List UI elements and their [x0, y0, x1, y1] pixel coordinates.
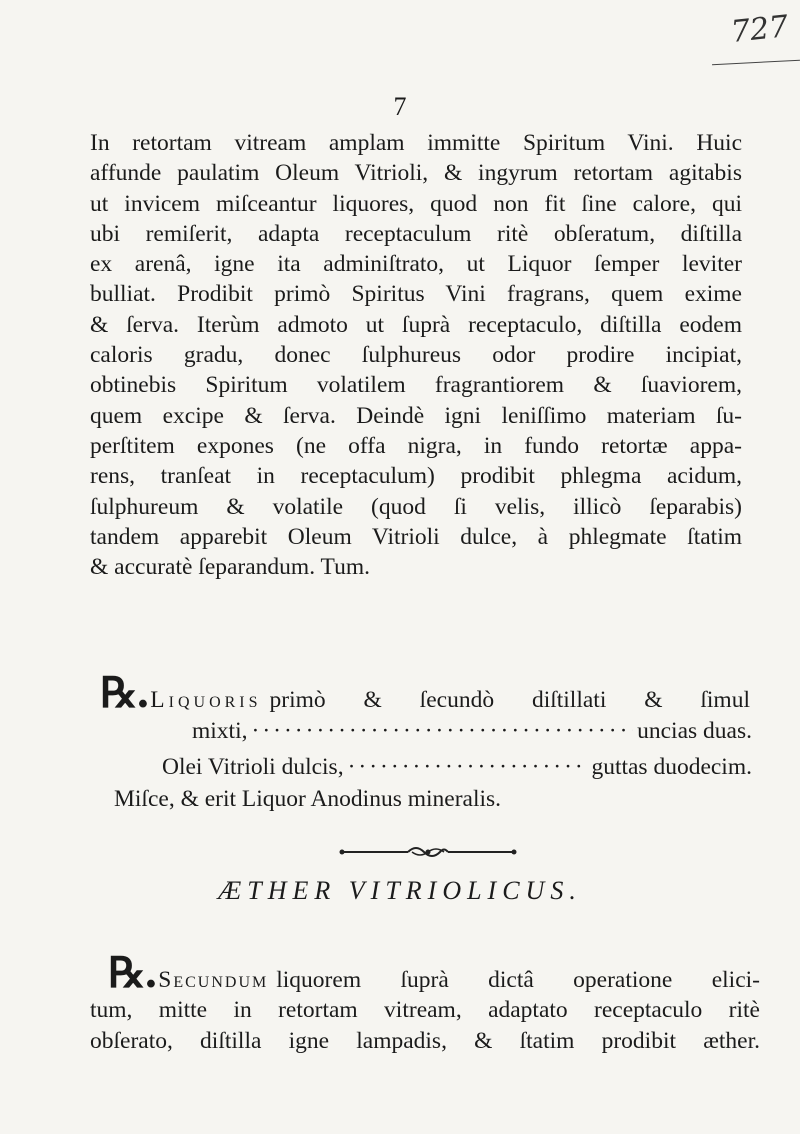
dot-leader: [348, 754, 588, 781]
dot-leader: [252, 718, 634, 745]
text-line: caloris gradu, donec ſulphureus odor prodire incipiat,: [90, 342, 742, 369]
paragraph-procedure: [90, 128, 742, 582]
folio-underline: [712, 60, 800, 66]
text-line: obtinebis Spiritum volatilem fragrantiorem & ſuaviorem,: [90, 372, 742, 399]
paragraph-ether: [90, 948, 760, 1056]
text-line: perſtitem expones (ne offa nigra, in fundo retortæ appa-: [90, 432, 742, 459]
section-heading: ÆTHER VITRIOLICUS.: [218, 876, 582, 905]
recipe-symbol: ℞.: [108, 948, 157, 997]
recipe-symbol: ℞.: [100, 668, 149, 717]
text-line: rens, tranſeat in receptaculum) prodibit phlegma acidum,: [90, 463, 742, 490]
recipe-quantity: uncias duas.: [637, 718, 752, 744]
text-line: [108, 948, 760, 997]
recipe-line-1: [100, 668, 750, 717]
text-line: bulliat. Prodibit primò Spiritus Vini fragrans, quem exime: [90, 281, 742, 308]
paragraph-lead-caps: Secundum: [158, 967, 269, 993]
text-line: & ſerva. Iterùm admoto ut ſuprà receptaculo, diſtilla eodem: [90, 311, 742, 338]
recipe-instruction: Miſce, & erit Liquor Anodinus mineralis.: [114, 786, 502, 812]
recipe-line-text: primò & ſecundò diſtillati & ſimul: [269, 687, 750, 713]
recipe-ingredient: mixti,: [192, 718, 248, 744]
text-line: ubi remiſerit, adapta receptaculum ritè obſeratum, diſtilla: [90, 220, 742, 247]
text-line: & accuratè ſeparandum. Tum.: [90, 554, 370, 581]
page-number: 7: [393, 92, 407, 121]
text-line: affunde paulatim Oleum Vitrioli, & ingyrum retortam agitabis: [90, 160, 742, 187]
recipe-ingredient: Olei Vitrioli dulcis,: [162, 754, 344, 780]
text-line: ſulphureum & volatile (quod ſi velis, illicò ſeparabis): [90, 493, 742, 520]
ornament-divider: [338, 842, 518, 862]
recipe-line-4: [114, 786, 501, 813]
text-line: tum, mitte in retortam vitream, adaptato receptaculo ritè: [90, 997, 760, 1024]
text-line: In retortam vitream amplam immitte Spiritum Vini. Huic: [90, 130, 742, 156]
paragraph-lead-text: liquorem ſuprà dictâ operatione elici-: [276, 967, 760, 993]
recipe-ingredient-caps: Liquoris: [150, 687, 262, 713]
recipe-line-2: [192, 718, 752, 745]
text-line: ut invicem miſceantur liquores, quod non fit ſine calore, qui: [90, 190, 742, 217]
text-line: ex arenâ, igne ita adminiſtrato, ut Liquor ſemper leviter: [90, 251, 742, 278]
recipe-quantity: guttas duodecim.: [591, 754, 752, 780]
text-line: quem excipe & ſerva. Deindè igni leniſſimo materiam ſu-: [90, 402, 742, 429]
text-line: obſerato, diſtilla igne lampadis, & ſtatim prodibit æther.: [90, 1027, 760, 1054]
recipe-line-3: [162, 754, 752, 781]
text-line: tandem apparebit Oleum Vitrioli dulce, à phlegmate ſtatim: [90, 523, 742, 550]
handwritten-folio-number: 727: [729, 9, 790, 50]
